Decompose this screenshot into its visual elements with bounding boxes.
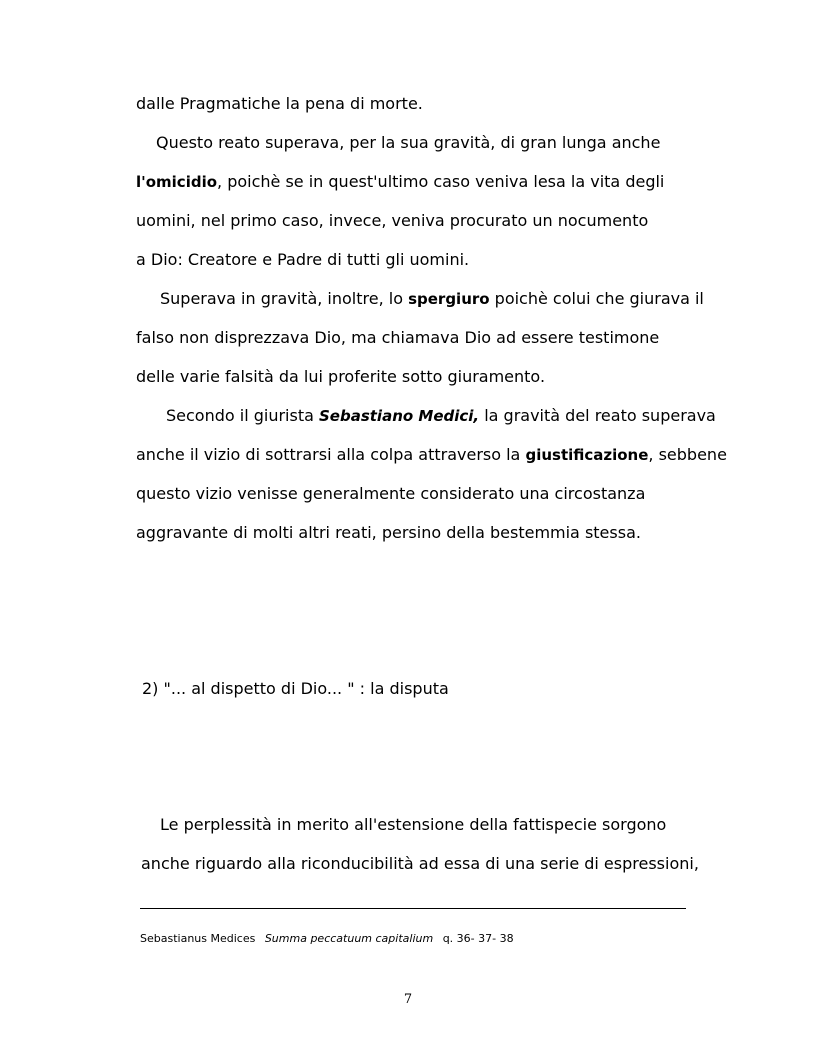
text-line-10-rest: , sebbene	[648, 445, 727, 464]
text-line-6-rest: poichè colui che giurava il	[489, 289, 704, 308]
text-line-9-start: Secondo il giurista	[166, 406, 319, 425]
text-line-13: Le perplessità in merito all'estensione della fattispecie sorgono	[160, 815, 667, 834]
footnote	[140, 932, 514, 946]
emphasis-sebastiano-medici: Sebastiano Medici,	[319, 407, 480, 425]
text-line-9-rest: la gravità del reato superava	[479, 406, 716, 425]
text-line-2: Questo reato superava, per la sua gravità, di gran lunga anche	[156, 133, 661, 152]
text-line-8: delle varie falsità da lui proferite sotto giuramento.	[136, 367, 546, 386]
page-number: 7	[403, 992, 413, 1007]
text-line-5: a Dio: Creatore e Padre di tutti gli uomini.	[136, 250, 470, 269]
emphasis-giustificazione: giustificazione	[525, 446, 649, 464]
text-line-9	[166, 406, 716, 426]
text-line-1: dalle Pragmatiche la pena di morte.	[136, 94, 423, 113]
section-heading: 2) "... al dispetto di Dio... " : la disputa	[142, 679, 449, 698]
text-line-3	[136, 172, 664, 192]
text-line-10-start: anche il vizio di sottrarsi alla colpa attraverso la	[136, 445, 526, 464]
text-line-11: questo vizio venisse generalmente considerato una circostanza	[136, 484, 646, 503]
text-line-12: aggravante di molti altri reati, persino della bestemmia stessa.	[136, 523, 641, 542]
text-line-6-start: Superava in gravità, inoltre, lo	[160, 289, 409, 308]
footnote-title: Summa peccatuum capitalium	[264, 932, 434, 945]
text-line-14: anche riguardo alla riconducibilità ad essa di una serie di espressioni,	[141, 854, 699, 873]
text-line-6	[160, 289, 704, 309]
footnote-author: Sebastianus Medices	[140, 932, 256, 945]
emphasis-omicidio: l'omicidio	[136, 173, 218, 191]
text-line-10	[136, 445, 727, 465]
footnote-divider	[140, 908, 686, 909]
text-line-3-rest: , poichè se in quest'ultimo caso veniva lesa la vita degli	[217, 172, 665, 191]
footnote-reference: q. 36- 37- 38	[442, 932, 514, 945]
text-line-4: uomini, nel primo caso, invece, veniva procurato un nocumento	[136, 211, 649, 230]
text-line-7: falso non disprezzava Dio, ma chiamava Dio ad essere testimone	[136, 328, 660, 347]
emphasis-spergiuro: spergiuro	[408, 290, 490, 308]
